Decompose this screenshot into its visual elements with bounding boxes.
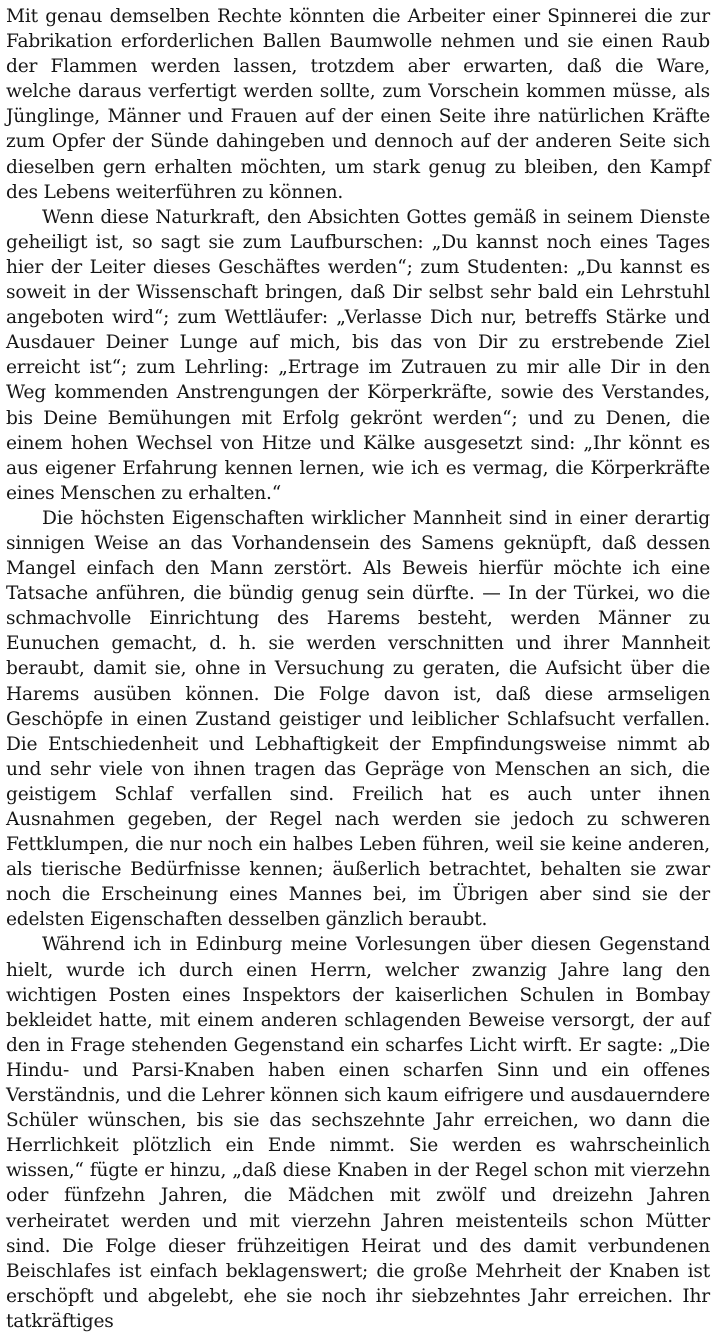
document-page	[6, 4, 710, 1334]
paragraph-naturkraft: Wenn diese Naturkraft, den Absichten Gottes gemäß in seinem Dienste geheiligt ist, so sagt sie zum Laufburschen: „Du kannst noch eines Tages hier der Leiter dieses Geschäftes werden“; zum Studenten: „Du kannst es soweit in der Wissenschaft bringen, daß Dir selbst sehr bald ein Lehrstuhl angeboten wird“; zum Wettläufer: „Verlasse Dich nur, betreffs Stärke und Ausdauer Deiner Lunge auf mich, bis das von Dir zu erstrebende Ziel erreicht ist“; zum Lehrling: „Ertrage im Zutrauen zu mir alle Dir in den Weg kommenden Anstrengungen der Körperkräfte, sowie des Verstandes, bis Deine Bemühungen mit Erfolg gekrönt werden“; und zu Denen, die einem hohen Wechsel von Hitze und Kälke ausgesetzt sind: „Ihr könnt es aus eigener Erfahrung kennen lernen, wie ich es vermag, die Körperkräfte eines Menschen zu erhalten.“	[6, 206, 710, 504]
paragraph-edinburg: Während ich in Edinburg meine Vorlesungen über diesen Gegenstand hielt, wurde ich durch einen Herrn, welcher zwanzig Jahre lang den wichtigen Posten eines Inspektors der kaiserlichen Schulen in Bombay bekleidet hatte, mit einem anderen schlagenden Beweise versorgt, der auf den in Frage stehenden Gegenstand ein scharfes Licht wirft. Er sagte: „Die Hindu- und Parsi-Knaben haben einen scharfen Sinn und ein offenes Verständnis, und die Lehrer können sich kaum eifrigere und ausdauerndere Schüler wünschen, bis sie das sechszehnte Jahr erreichen, wo dann die Herrlichkeit plötzlich ein Ende nimmt. Sie werden es wahrscheinlich wissen,“ fügte er hinzu, „daß diese Knaben in der Regel schon mit vierzehn oder fünfzehn Jahren, die Mädchen mit zwölf und dreizehn Jahren verheiratet werden und mit vierzehn Jahren meistenteils schon Mütter sind. Die Folge dieser frühzeitigen Heirat und des damit verbundenen Beischlafes ist einfach beklagenswert; die große Mehrheit der Knaben ist erschöpft und abgelebt, ehe sie noch ihr siebzehntes Jahr erreichen. Ihr tatkräftiges	[6, 934, 710, 1332]
paragraph-spinnerei: Mit genau demselben Rechte könnten die Arbeiter einer Spinnerei die zur Fabrikation erforderlichen Ballen Baumwolle nehmen und sie einen Raub der Flammen werden lassen, trotzdem aber erwarten, daß die Ware, welche daraus verfertigt werden sollte, zum Vorschein kommen müsse, als Jünglinge, Männer und Frauen auf der einen Seite ihre natürlichen Kräfte zum Opfer der Sünde dahingeben und dennoch auf der anderen Seite sich dieselben gern erhalten möchten, um stark genug zu bleiben, den Kampf des Lebens weiterführen zu können.	[6, 6, 710, 203]
paragraph-mannheit: Die höchsten Eigenschaften wirklicher Mannheit sind in einer derartig sinnigen Weise an das Vorhandensein des Samens geknüpft, daß dessen Mangel einfach den Mann zerstört. Als Beweis hierfür möchte ich eine Tatsache anführen, die bündig genug sein dürfte. — In der Türkei, wo die schmachvolle Einrichtung des Harems besteht, werden Männer zu Eunuchen gemacht, d. h. sie werden verschnitten und ihrer Mannheit beraubt, damit sie, ohne in Versuchung zu geraten, die Aufsicht über die Harems ausüben können. Die Folge davon ist, daß diese armseligen Geschöpfe in einen Zustand geistiger und leiblicher Schlafsucht verfallen. Die Entschiedenheit und Lebhaftigkeit der Empfindungsweise nimmt ab und sehr viele von ihnen tragen das Gepräge von Menschen an sich, die geistigem Schlaf verfallen sind. Freilich hat es auch unter ihnen Ausnahmen gegeben, der Regel nach werden sie jedoch zu schweren Fettklumpen, die nur noch ein halbes Leben führen, weil sie keine anderen, als tierische Bedürfnisse kennen; äußerlich betrachtet, behalten sie zwar noch die Erscheinung eines Mannes bei, im Übrigen aber sind sie der edelsten Eigenschaften desselben gänzlich beraubt.	[6, 507, 710, 931]
